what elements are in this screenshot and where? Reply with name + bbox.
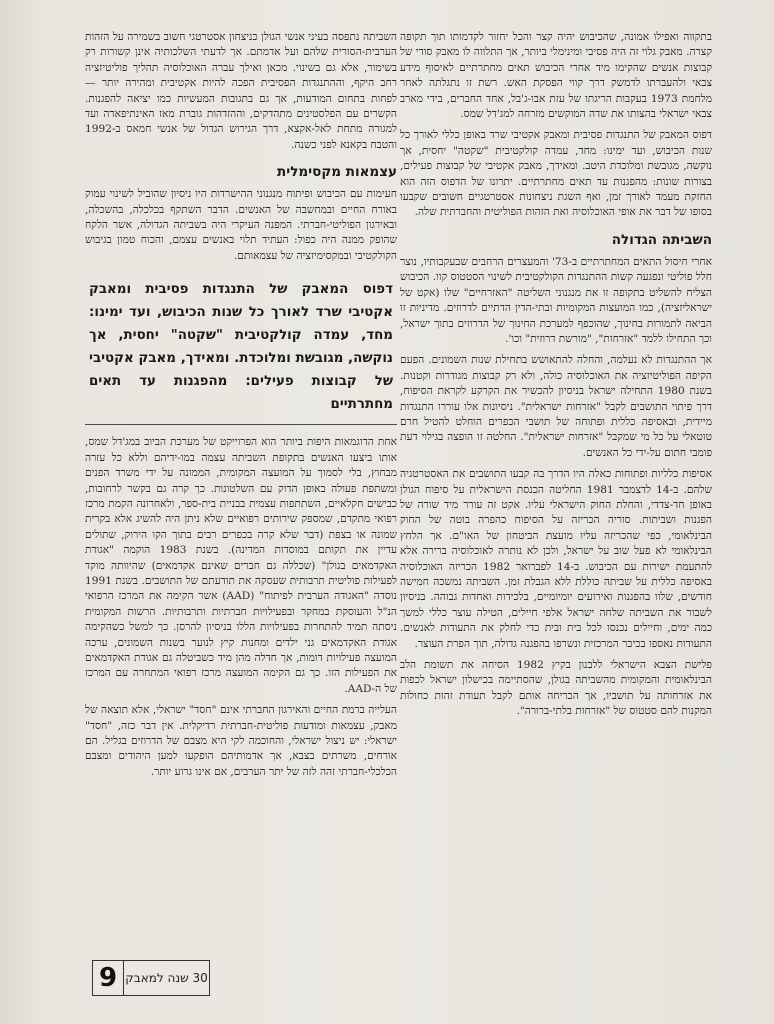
paragraph: פלישת הצבא הישראלי ללבנון בקיץ 1982 הסיחה את תשומת הלב הבינלאומית והמקומית מהשביתה בגולן, שהסתיימה בכישלון ישראל לכפות את אזרחותה על תושביו, אך הכריחה אותם לקבל תעודת זהות כחולות המקנות להם סטטוס של "אזרחות בלתי-ברורה". <box>400 659 712 718</box>
page-number: 9 <box>93 961 124 995</box>
pull-quote: דפוס המאבק של התנגדות פסיבית ומאבק אקטיבי שרד לאורך כל שנות הכיבוש, ועד ימינו: מחד, עמדה קולקטיבית "שקטה" יחסית, אך נוקשה, מגובשת ומלוכדת. ומאידך, מאבק אקטיבי של קבוצות פעילים: מהפגנות עד תאים מחתרתיים <box>85 272 397 425</box>
paragraph: העלייה ברמת החיים והאירגון החברתי אינם "חסד" ישראלי, אלא תוצאה של מאבק, עצמאות ומודעות פוליטית-חברתית רדיקלית. אין דבר כזה, "חסד" ישראלי: יש ניצול ישראלי, והחוכמה לקי היא מצבם של הדרוזים בגליל. הם אורחים, משרתים בצבא, אך אדמותיהם הופקעו למען היהודים ומצבם הכלכלי-חברתי זהה לזה של יתר הערבים, אם אינו גרוע יותר. <box>85 704 397 778</box>
section-heading: עצמאות מקסימלית <box>277 164 397 181</box>
paragraph: השביתה נתפסה בעיני אנשי הגולן כניצחון אסטרטגי חשוב בשמירה על הזהות הערבית-הסורית שלהם ועל אדמתם. אך לדעתי השלכותיה אינן קשורות רק בשימור, אלא גם בשינוי. מכאן ואילך עברה האוכלוסיה תהליך פוליטיזציה רחב היקף, וההתנגדות הפסיבית הפכה להיות אקטיבית ומהירה יותר — לפחות בתחום המודעות, אך גם בתגובות המעשיות כמו יציאה להפגנות. הקשרים עם הפלסטינים מתהדקים, וההזדהות גוברת מאז האינתיפאדה ועד למגורה מתחת לאל-אקצא, דרך הגירוש הגדול של אנשי חמאס ב-1992 והטבח בקאנא לפני כשנה. <box>85 31 397 151</box>
right-column <box>400 30 712 726</box>
left-column <box>85 30 397 786</box>
paragraph: אסיפות כלליות ופתוחות כאלה היו הדרך בה קבעו התושבים את האסטרטגיה שלהם. ב-14 לדצמבר 1981 החליטה הכנסת הישראלית על סיפוח הגולן באופן חד-צדדי, והחלת החוק הישראלי עליו. אקט זה עורר מיד שורה של הפגנות ושביתות. סוריה הכריזה על הסיפוח כהפרה בוטה של החוק הבינלאומי, כפי שהכריזה עליו מועצת הביטחון של האו"ם. אך הלחץ הבינלאומי לא פעל שוב על ישראל, ולכן לא נותרה לאוכלוסיה ברירה אלא להתעמת ישירות עם הכיבוש. ב-14 לפברואר 1982 הכריזה האוכלוסיה באסיפה כללית על שביתה כוללת ללא הגבלת זמן. השביתה נמשכה חמישה חודשים, שלוו בהפגנות ואירועים יומיומיים, בלכידות ואחדות גבוהה. בניסיון לשבור את השביתה שלחה ישראל אלפי חיילים, הטילה עוצר כללי למשך כמה ימים, וחיילים נכנסו לכל בית ובית כדי לחלק את התעודות לאנשים. התעודות נאספו בכיכר המרכזית ונשרפו בהפגנה גדולה, תוך הפרת העוצר. <box>400 468 712 650</box>
paragraph: בתקווה ואפילו אמונה, שהכיבוש יהיה קצר והכל יחזור לקדמותו תוך תקופה קצרה. מאבק גלוי זה היה פסיבי ומינימלי ביותר, אך התלווה לו מאבק סודי של קבוצות אנשים שהקימו מיד אחרי הכיבוש תאים מחתרתיים לאיסוף מידע צבאי ולהעברתו לדמשק דרך קווי הפסקת האש. רשת זו נתגלתה לאחר מלחמת 1973 בעקבות הריגתו של עזת אבו-ג'בל, אחד החברים, בידי מארב צבאי ישראלי בהצותו את שדה המוקשים מזרחה למג'דל שמס. <box>400 31 712 121</box>
section-heading: השביתה הגדולה <box>611 231 712 248</box>
paragraph: אחת הדוגמאות היפות ביותר הוא הפרוייקט של מערכת הביוב במג'דל שמס, אותו ביצעו האנשים בתקופת השביתה עצמה במו-ידיהם וללא כל עזרה מבחוץ, בלי לסמוך על המועצה המקומית, הממונה על ידי משרד הפנים ומשתפת פעולה באופן הדוק עם השלטונות. כך קרה גם בקשר לרחובות, כבישים חקלאיים, השתתפות עצמית בבניית בית-ספר, ולאחרונה הקמת מרכז רפואי מתקדם, שמספק שירותים רפואיים שלא ניתן היה להשיג אלא בקרית שמונה או בצפת (דבר שלא קרה בכפרים רבים בתוך הקו הירוק, שתולים עדיין את תקותם במוסדות המדינה). בשנת 1983 הוקמה "אגודת האקדמאים בגולן" (שכללה גם חברים שאינם אקדמאים) שהיוותה מוקד לפעילות פוליטית תרבותית שעסקה את תודעתם של התושבים. בשנת 1991 נוסדה "האגודה הערבית לפיתוח" (AAD) אשר הקימה את המרכז הרפואי הנ"ל והעוסקת במחקר ובפעילויות חברתיות ותרבותיות. הרשות המקומית ניסתה תמיד להתחרות בפעילויות הללו בניסיון להרסן. כך למשל כשהקימה אגודת האקדמאים גני ילדים ומחנות קיץ לנוער בשנות השמונים, ערכה המועצה פעילויות דומות, אך חדלה מהן מיד כשביטלה גם אגודת האקדמאים את הפעילות הזו. כך גם הקימה המועצה מרכז רפואי המתחרה עם המרכז של ה-AAD. <box>85 436 398 695</box>
paragraph: אחרי חיסול התאים המחתרתיים ב-73' והמעצרים הרחבים שבעקבותיו, נוצר חלל פוליטי ונפגעה קשות ההתנגדות הקולקטיבית לשינוי הסטטוס קוו. הכיבוש הצליח להשליט בתקופה זו את מנגנוני השליטה "האזרחיים" שלו (אקט של ישראליזציה), כמו המועצות המקומיות ובתי-הדין הדתיים לדרוזים. מדיניות זו הביאה לתמורות בחינוך, שהוכפף למערכת החינוך של הדרוזים בתוך ישראל, וכך התחילו ללמד "אזרחות", "מורשת דרוזית" וכו'. <box>400 255 712 345</box>
footer-title: 30 שנה למאבק <box>125 971 208 985</box>
page-footer <box>92 960 210 996</box>
paragraph: אך ההתנגדות לא נעלמה, והחלה להתאושש בתחילת שנות השמונים. הפעם הקיפה הפוליטיזציה את האוכלוסיה כולה, ולא רק קבוצות מגודרות וקטנות. בשנת 1980 התחילה ישראל בניסיון להכשיר את הקרקע לקראת הסיפוח, דרך פיתוי התושבים לקבל "אזרחות ישראלית". ניסיונות אלו עוררו התנגדות מיידית, ובאסיפה כללית ופתוחה של תושבי הכפרים הוחלט להטיל חרם טוטאלי על כל מי שמקבל "אזרחות ישראלית". החלטה זו הופצה בגילוי דעת פומבי חתום על-ידי כל האנשים. <box>400 354 712 459</box>
paragraph: חעימות עם הכיבוש ופיתוח מנגנוני ההישרדות היו ניסיון שהוביל לשינוי עמוק באורח החיים ובמחשבה של האנשים. הדבר השתקף בכלכלה, בהשכלה, ובאירגון הפוליטי-חברתי. המפנה העיקרי היה בשביתה הגדולה, אשר הלקח שהופק ממנה היה כפול: העתיד תלוי באנשים עצמם, והכוח טמון בגיבוש הקולקטיבי ובמקסימיזציה של עצמאותם. <box>85 188 397 262</box>
paragraph: דפוס המאבק של התנגדות פסיבית ומאבק אקטיבי שרד באופן כללי לאורך כל שנות הכיבוש, ועד ימינו: מחד, עמדה קולקטיבית "שקטה" יחסית, אך נוקשה, מגובשת ומלוכדת היטב. ומאידך, מאבק אקטיבי של קבוצות פעילים, בצורות שונות: מהפגנות עד תאים מחתרתיים. יתרונו של הדפוס הזה הוא החזקת מעמד לאורך זמן, ואף השגת ניצחונות אסטרטגיים חשובים שקבעו בסופו של דבר את אופי האוכלוסיה ואת הזהות הפוליטית והחברתית שלה. <box>400 129 712 219</box>
